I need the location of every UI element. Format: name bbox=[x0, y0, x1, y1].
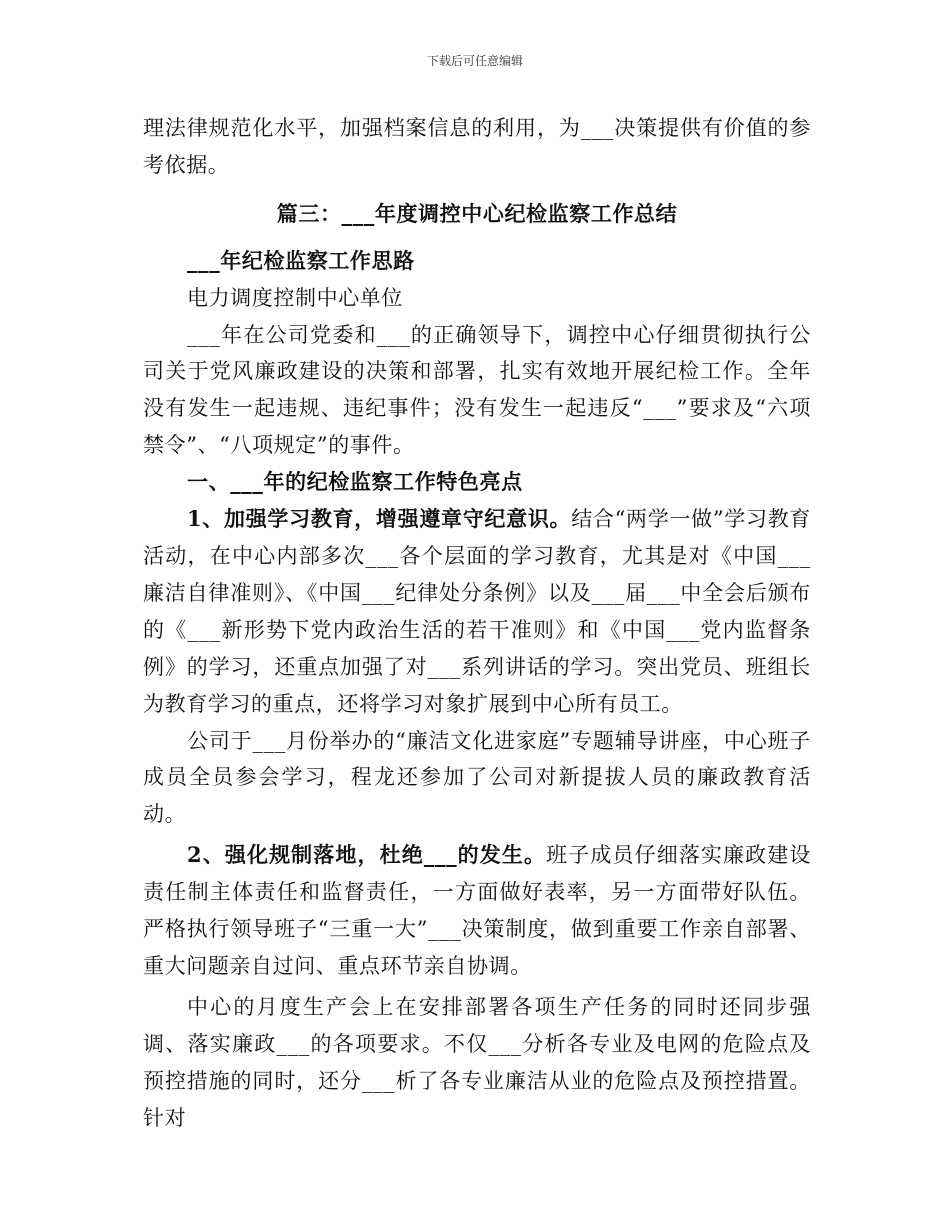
lecture-paragraph: 公司于___月份举办的“廉洁文化进家庭”专题辅导讲座，中心班子成员全员参会学习，程龙还参加了公司对新提拔人员的廉政教育活动。 bbox=[143, 728, 811, 827]
item-1-text: 结合“两学一做”学习教育活动，在中心内部多次___各个层面的学习教育，尤其是对《中国___廉洁自律准则》、《中国___纪律处分条例》以及___届___中全会后颁布的《___新形势下党内政治生活的若干准则》和《中国___党内监督条例》的学习，还重点加强了对___系列讲话的学习。突出党员、班组长为教育学习的重点，还将学习对象扩展到中心所有员工。 bbox=[143, 507, 811, 716]
section-title: 篇三：___年度调控中心纪检监察工作总结 bbox=[276, 200, 678, 226]
page-header: 下载后可任意编辑 bbox=[426, 54, 523, 68]
intro-paragraph: ___年在公司党委和___的正确领导下，调控中心仔细贯彻执行公司关于党风廉政建设的决策和部署，扎实有效地开展纪检工作。全年没有发生一起违规、违纪事件；没有发生一起违反“___”要求及“六项禁令”、“八项规定”的事件。 bbox=[143, 322, 811, 458]
item-2-paragraph bbox=[143, 837, 811, 985]
meeting-paragraph: 中心的月度生产会上在安排部署各项生产任务的同时还同步强调、落实廉政___的各项要求。不仅___分析各专业及电网的危险点及预控措施的同时，还分___析了各专业廉洁从业的危险点及预控措置。针对 bbox=[143, 994, 811, 1130]
item-2-heading: 2、强化规制落地，杜绝___的发生。 bbox=[187, 842, 547, 868]
item-1-paragraph bbox=[143, 501, 811, 722]
paragraph-continuation: 理法律规范化水平，加强档案信息的利用，为___决策提供有价值的参考依据。 bbox=[143, 116, 811, 177]
item-2-text: 班子成员仔细落实廉政建设责任制主体责任和监督责任，一方面做好表率，另一方面带好队伍。严格执行领导班子“三重一大”___决策制度，做到重要工作亲自部署、重大问题亲自过问、重点环节亲自协调。 bbox=[143, 843, 811, 978]
unit-line: 电力调度控制中心单位 bbox=[187, 285, 403, 310]
section-heading-1: 一、___年的纪检监察工作特色亮点 bbox=[187, 469, 523, 495]
document-body bbox=[143, 110, 811, 1136]
subtitle-heading: ___年纪检监察工作思路 bbox=[187, 247, 415, 273]
item-1-heading: 1、加强学习教育，增强遵章守纪意识。 bbox=[187, 506, 572, 532]
